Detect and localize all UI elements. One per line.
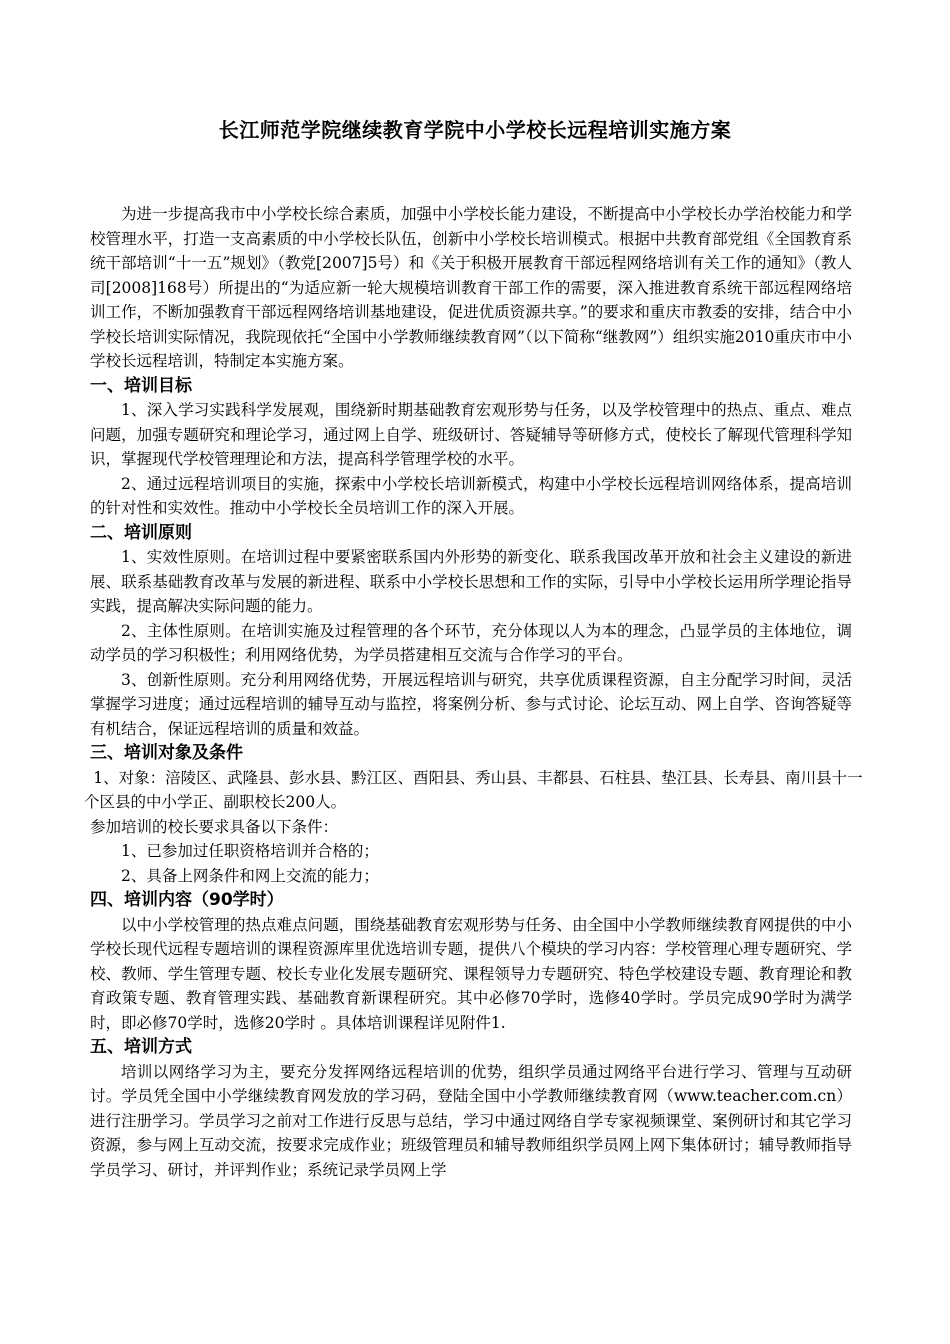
section-heading-objectives: 一、培训目标 bbox=[90, 375, 192, 396]
content-paragraph: 以中小学校管理的热点难点问题，围绕基础教育宏观形势与任务、由全国中小学教师继续教育网提供的中小学校长现代远程专题培训的课程资源库里优选培训专题，提供八个模块的学习内容：学校管理心理专题研究、学校、教师、学生管理专题、校长专业化发展专题研究、课程领导力专题研究、特色学校建设专题、教育理论和教育政策专题、教育管理实践、基础教育新课程研究。其中必修70学时，选修40学时。学员完成90学时为满学时，即必修70学时，选修20学时 。具体培训课程详见附件1. bbox=[90, 915, 852, 1032]
conditions-intro: 参加培训的校长要求具备以下条件： bbox=[90, 817, 339, 836]
document-body bbox=[84, 202, 863, 1182]
objective-item: 1、深入学习实践科学发展观，围绕新时期基础教育宏观形势与任务，以及学校管理中的热点、重点、难点问题，加强专题研究和理论学习，通过网上自学、班级研讨、答疑辅导等研修方式，使校长了解现代管理科学知识，掌握现代学校管理理论和方法，提高科学管理学校的水平。 bbox=[90, 401, 852, 468]
principle-item: 1、实效性原则。在培训过程中要紧密联系国内外形势的新变化、联系我国改革开放和社会主义建设的新进展、联系基础教育改革与发展的新进程、联系中小学校长思想和工作的实际，引导中小学校长运用所学理论指导实践，提高解决实际问题的能力。 bbox=[90, 548, 852, 615]
principle-item: 2、主体性原则。在培训实施及过程管理的各个环节，充分体现以人为本的理念，凸显学员的主体地位，调动学员的学习积极性；利用网络优势，为学员搭建相互交流与合作学习的平台。 bbox=[90, 621, 852, 664]
section-heading-participants: 三、培训对象及条件 bbox=[90, 743, 243, 763]
objective-item: 2、通过远程培训项目的实施，探索中小学校长培训新模式，构建中小学校长远程培训网络体系，提高培训的针对性和实效性。推动中小学校长全员培训工作的深入开展。 bbox=[90, 474, 852, 517]
condition-item: 2、具备上网条件和网上交流的能力； bbox=[121, 866, 379, 885]
method-paragraph: 培训以网络学习为主，要充分发挥网络远程培训的优势，组织学员通过网络平台进行学习、管理与互动研讨。学员凭全国中小学继续教育网发放的学习码，登陆全国中小学教师继续教育网（www.teacher.com.cn）进行注册学习。学员学习之前对工作进行反思与总结，学习中通过网络自学专家视频课堂、案例研讨和其它学习资源，参与网上互动交流，按要求完成作业；班级管理员和辅导教师组织学员网上网下集体研讨；辅导教师指导学员学习、研讨，并评判作业；系统记录学员网上学 bbox=[90, 1062, 852, 1179]
intro-paragraph: 为进一步提高我市中小学校长综合素质，加强中小学校长能力建设，不断提高中小学校长办学治校能力和学校管理水平，打造一支高素质的中小学校长队伍，创新中小学校长培训模式。根据中共教育部党组《全国教育系统干部培训“十一五”规划》（教党[2007]5号）和《关于积极开展教育干部远程网络培训有关工作的通知》（教人司[2008]168号）所提出的“为适应新一轮大规模培训教育干部工作的需要，深入推进教育系统干部远程网络培训工作，不断加强教育干部远程网络培训基地建设，促进优质资源共享。”的要求和重庆市教委的安排，结合中小学校长培训实际情况，我院现依托“全国中小学教师继续教育网”（以下简称“继教网”）组织实施2010重庆市中小学校长远程培训，特制定本实施方案。 bbox=[90, 205, 852, 370]
document-title: 长江师范学院继续教育学院中小学校长远程培训实施方案 bbox=[218, 118, 732, 142]
participants-target: 1、对象：涪陵区、武隆县、彭水县、黔江区、酉阳县、秀山县、丰都县、石柱县、垫江县、长寿县、南川县十一个区县的中小学正、副职校长200人。 bbox=[84, 768, 863, 811]
condition-item: 1、已参加过任职资格培训并合格的； bbox=[121, 842, 379, 860]
section-heading-content: 四、培训内容（90学时） bbox=[90, 890, 284, 910]
principle-item: 3、创新性原则。充分利用网络优势，开展远程培训与研究，共享优质课程资源，自主分配学习时间，灵活掌握学习进度；通过远程培训的辅导互动与监控，将案例分析、参与式讨论、论坛互动、网上自学、咨询答疑等有机结合，保证远程培训的质量和效益。 bbox=[90, 670, 852, 738]
section-heading-principles: 二、培训原则 bbox=[90, 522, 192, 543]
section-heading-method: 五、培训方式 bbox=[90, 1037, 192, 1057]
